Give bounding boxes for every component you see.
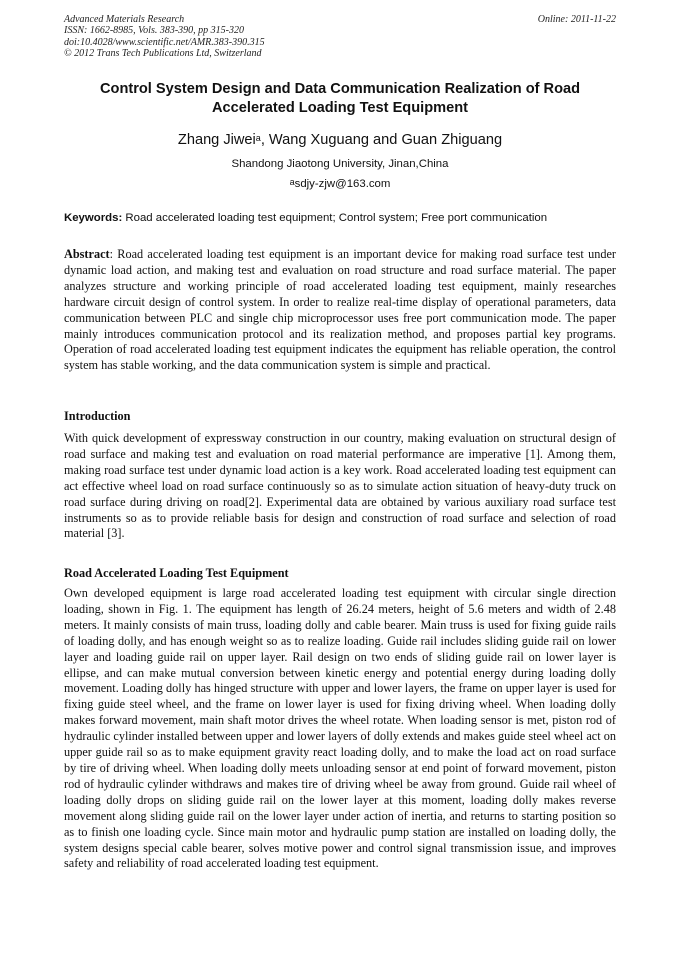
copyright-line: © 2012 Trans Tech Publications Ltd, Switzerland <box>64 47 262 59</box>
abstract <box>64 247 616 374</box>
author-email <box>64 177 616 192</box>
title-line-1: Control System Design and Data Communication Realization of Road <box>99 81 581 97</box>
affiliation: Shandong Jiaotong University, Jinan,China <box>231 158 449 170</box>
abstract-label: Abstract <box>64 247 110 261</box>
online-date: Online: 2011-11-22 <box>537 14 616 25</box>
introduction-text: With quick development of expressway construction in our country, making evaluation on structural design of road surface and making test and evaluation on road material performance are imperative [1]. Among them, making road surface test under dynamic load action is a key work. Road accelerated loading test equipment can act effective wheel load on road surface continuously so as to simulate action situation of heavy-duty truck on road surface during driving on road[2]. Experimental data are obtained by various auxiliary road surface test instruments so as to provide reliable basis for design and construction of road surface and selection of road material [3]. <box>64 431 616 541</box>
author-1-affil-mark: a <box>255 133 261 143</box>
title-line-2: Accelerated Loading Test Equipment <box>212 100 468 116</box>
doi-line: doi:10.4028/www.scientific.net/AMR.383-390.315 <box>64 36 265 48</box>
equipment-section-text: Own developed equipment is large road accelerated loading test equipment with circular single direction loading, shown in Fig. 1. The equipment has length of 26.24 meters, height of 5.6 meters and width of 2.48 meters. It mainly consists of main truss, loading dolly and cable bearer. Main truss is used for fixing guide rails of loading dolly, and has enough weight so as to realize loading. Guide rail includes sliding guide rail on lower layer and loading guide rail on upper layer. Rail design on two ends of sliding guide rail on lower layer is ellipse, and can make mutual conversion between kinetic energy and potential energy during loading dolly movement. Loading dolly has hinged structure with upper and lower layers, the frame on upper layer is used for fixing guide steel wheel, and the frame on lower layer is used for fixing driving wheel. When loading dolly makes forward movement, main shaft motor drives the wheel rotate. When loading sensor is met, piston rod of hydraulic cylinder installed between upper and lower layers of dolly extends and makes guide steel wheel act on upper guide rail so as to make equipment gravity react loading dolly, and to make the load act on road surface by tire of driving wheel. When loading dolly meets unloading sensor at end point of forward movement, piston rod of hydraulic cylinder withdraws and makes tire of driving wheel be away from ground. Guide rail wheel of loading dolly drops on sliding guide rail on the lower layer at this moment, loading dolly makes reverse movement along sliding guide rail on the lower layer under action of inertia, and returns to starting position so as to finish one loading cycle. Since main motor and hydraulic pump station are installed on loading dolly, the system designs special cable bearer, solves motive power and control signal transmission issue, and improves safety and reliability of road accelerated loading test equipment. <box>64 586 616 871</box>
email-affil-mark: a <box>289 177 295 187</box>
equipment-section-heading: Road Accelerated Loading Test Equipment <box>64 566 289 580</box>
journal-name: Advanced Materials Research <box>64 14 185 25</box>
author-list <box>64 131 616 149</box>
keywords <box>64 211 616 226</box>
paper-title <box>64 80 616 118</box>
keywords-label: Keywords: <box>64 212 123 224</box>
introduction-heading: Introduction <box>64 409 131 423</box>
abstract-text: : Road accelerated loading test equipment is an important device for making road surface test under dynamic load action, and making test and evaluation on road structure and road surface material. The paper analyzes structure and working principle of road accelerated loading test equipment, mainly researches hardware circuit design of control system. In order to realize real-time display of operational parameters, data communication between PLC and single chip microprocessor uses free port communication mode. The paper mainly introduces communication protocol and its realization method, and proposes partial key programs. Operation of road accelerated loading test equipment indicates the equipment has reliable operation, the control system has stable working, and the data communication system is simple and practical. <box>64 247 616 373</box>
issn-line: ISSN: 1662-8985, Vols. 383-390, pp 315-320 <box>64 25 244 37</box>
author-1: Zhang Jiwei <box>177 132 256 148</box>
keywords-text: Road accelerated loading test equipment; Control system; Free port communication <box>122 212 548 224</box>
other-authors: , Wang Xuguang and Guan Zhiguang <box>260 132 503 148</box>
journal-header <box>64 14 616 59</box>
email-address: sdjy-zjw@163.com <box>294 178 391 190</box>
